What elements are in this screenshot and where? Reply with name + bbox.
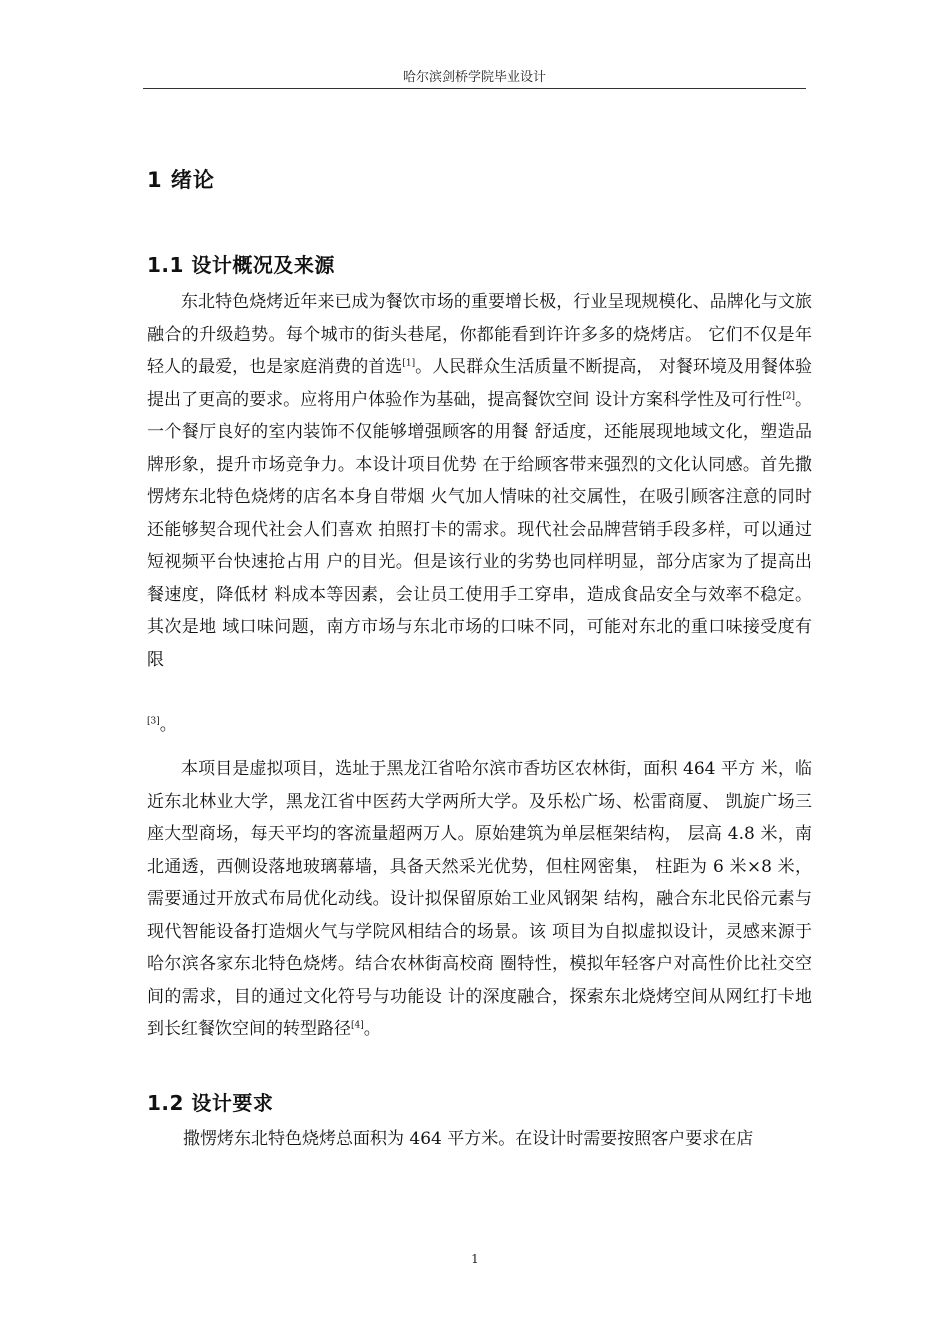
citation-2: [2]: [782, 390, 795, 401]
paragraph-text: 东北特色烧烤近年来已成为餐饮市场的重要增长极，行业呈现规模化、品牌化与文旅融合的升级趋势。每个城市的街头巷尾，你都能看到许许多多的烧烤店。 它们不仅是年轻人的最爱，也是家庭消费的首选: [147, 292, 812, 377]
paragraph-end: 。: [159, 715, 177, 735]
citation-3-line: [147, 710, 177, 735]
page-number: 1: [471, 1252, 479, 1266]
section-1-1-paragraph-2: [147, 753, 812, 1046]
citation-1: [1]: [402, 358, 416, 369]
citation-4: [4]: [351, 1020, 364, 1031]
chapter-title: 1 绪论: [147, 168, 215, 192]
paragraph-text: 。一个餐厅良好的室内装饰不仅能够增强顾客的用餐 舒适度，还能展现地域文化，塑造品牌形象，提升市场竞争力。本设计项目优势 在于给顾客带来强烈的文化认同感。首先撒愣烤东北特色烧烤的店名本身自带烟 火气加人情味的社交属性，在吸引顾客注意的同时还能够契合现代社会人们喜欢 拍照打卡的需求。现代社会品牌营销手段多样，可以通过短视频平台快速抢占用 户的目光。但是该行业的劣势也同样明显，部分店家为了提高出餐速度，降低材 料成本等因素，会让员工使用手工穿串，造成食品安全与效率不稳定。其次是地 域口味问题，南方市场与东北市场的口味不同，可能对东北的重口味接受度有限: [147, 389, 813, 670]
running-header: 哈尔滨剑桥学院毕业设计: [402, 70, 546, 85]
paragraph-text: 本项目是虚拟项目，选址于黑龙江省哈尔滨市香坊区农林街，面积 464 平方 米，临近东北林业大学，黑龙江省中医药大学两所大学。及乐松广场、松雷商厦、 凯旋广场三座大型商场，每天平均的客流量超两万人。原始建筑为单层框架结构， 层高 4.8 米，南北通透，西侧设落地玻璃幕墙，具备天然采光优势，但柱网密集， 柱距为 6 米×8 米，需要通过开放式布局优化动线。设计拟保留原始工业风钢架 结构，融合东北民俗元素与现代智能设备打造烟火气与学院风相结合的场景。该 项目为自拟虚拟设计，灵感来源于哈尔滨各家东北特色烧烤。结合农林街高校商 圈特性，模拟年轻客户对高性价比社交空间的需求，目的通过文化符号与功能设 计的深度融合，探索东北烧烤空间从网红打卡地到长红餐饮空间的转型路径: [147, 759, 812, 1039]
paragraph-text: 。人民群众生活质量不断提高， 对餐环境及用餐体验提出了更高的要求。应将用户体验作为基础，提高餐饮空间 设计方案科学性及可行性: [147, 357, 813, 410]
section-1-1-paragraph-1: [147, 286, 812, 676]
section-1-2-paragraph-1: 撒愣烤东北特色烧烤总面积为 464 平方米。在设计时需要按照客户要求在店: [183, 1129, 754, 1149]
section-1-2-title: 1.2 设计要求: [147, 1091, 274, 1115]
paragraph-end: 。: [363, 1019, 381, 1039]
section-1-1-title: 1.1 设计概况及来源: [147, 253, 335, 277]
citation-3: [3]: [147, 716, 160, 727]
header-rule: [143, 88, 806, 89]
